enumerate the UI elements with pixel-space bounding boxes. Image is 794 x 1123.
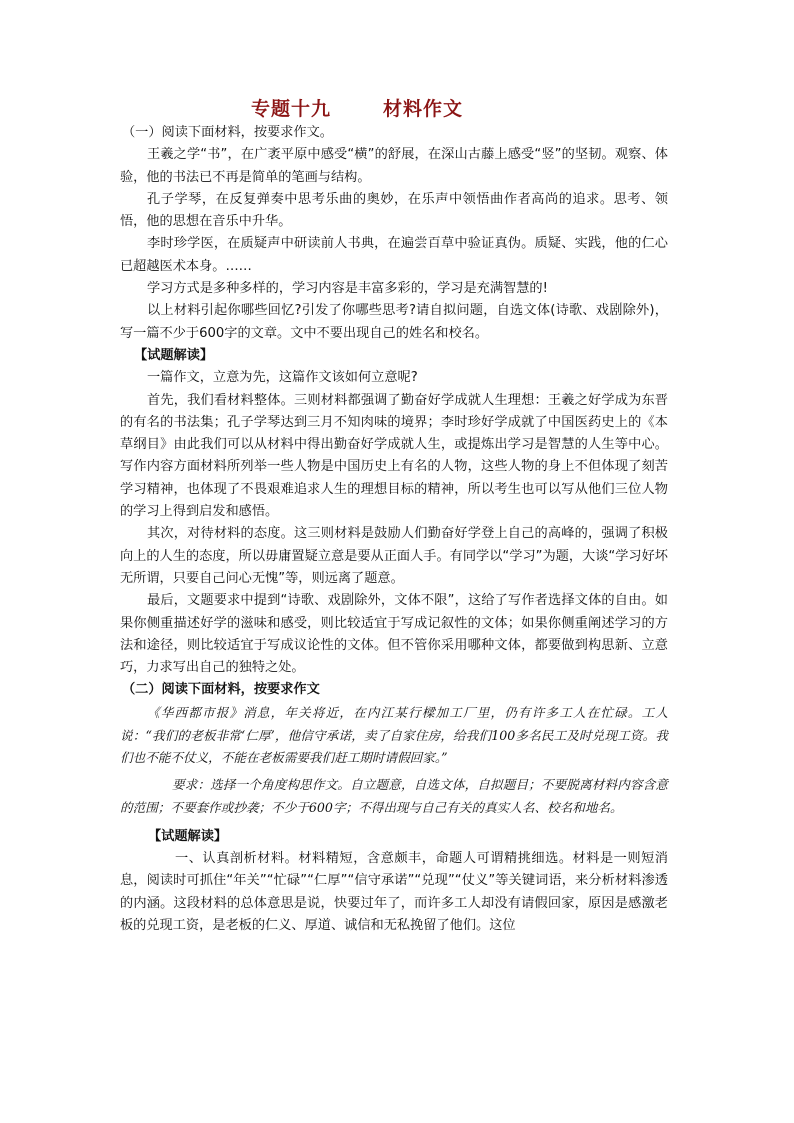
section2-analysis-paragraph: 一、认真剖析材料。材料精短，含意颇丰，命题人可谓精挑细选。材料是一则短消息，阅读时可抓住“年关”“忙碌”“仁厚”“信守承诺”“兑现”“仗义”等关键词语，来分析材料渗透的内涵。这段材料的总体意思是说，快要过年了，而许多工人却没有请假回家，原因是感激老板的兑现工资，是老板的仁义、厚道、诚信和无私挽留了他们。这位 xyxy=(120,851,668,933)
title-part-subject: 材料作文 xyxy=(383,98,464,120)
section1-analysis-paragraph: 首先，我们看材料整体。三则材料都强调了勤奋好学成就人生理想：王羲之好学成为东晋的有名的书法集；孔子学琴达到三月不知肉味的境界；李时珍好学成就了中国医药史上的《本草纲目》由此我们可以从材料中得出勤奋好学成就人生，或提炼出学习是智慧的人生等中心。写作内容方面材料所列举一些人物是中国历史上有名的人物，这些人物的身上不但体现了刻苦学习精神，也体现了不畏艰难追求人生的理想目标的精神，所以考生也可以写从他们三位人物的学习上得到启发和感悟。 xyxy=(120,392,668,520)
section2-material: 《华西都市报》消息，年关将近，在内江某行樑加工厂里，仍有许多工人在忙碌。工人说：“我们的老板非常‘仁厚’，他信守承诺，卖了自家住房，给我们100多名民工及时兑现工资。我们也不能不仗义，不能在老板需要我们赶工期时请假回家。” xyxy=(120,704,668,766)
page-title xyxy=(0,94,714,121)
section1-paragraph: 孔子学琴，在反复弹奏中思考乐曲的奥妙，在乐声中领悟曲作者高尚的追求。思考、领悟，他的思想在音乐中升华。 xyxy=(120,191,668,230)
section1-paragraph: 李时珍学医，在质疑声中研读前人书典，在遍尝百草中验证真伪。质疑、实践，他的仁心已超越医术本身。…… xyxy=(120,236,668,274)
document-body xyxy=(120,122,668,937)
section1-analysis-paragraph: 一篇作文，立意为先，这篇作文该如何立意呢? xyxy=(147,370,418,386)
section1-analysis-label: 【试题解读】 xyxy=(134,347,214,363)
section2-heading: （二）阅读下面材料，按要求作文 xyxy=(122,682,320,698)
title-part-topic: 专题十九 xyxy=(250,98,331,120)
section1-prompt: 以上材料引起你哪些回忆?引发了你哪些思考?请自拟问题，自选文体(诗歌、戏剧除外)，写一篇不少于600字的文章。文中不要出现自己的姓名和校名。 xyxy=(120,303,668,341)
section1-paragraph: 学习方式是多种多样的，学习内容是丰富多彩的，学习是充满智慧的! xyxy=(147,281,548,297)
section2-analysis-label: 【试题解读】 xyxy=(148,828,228,844)
section1-analysis-paragraph: 最后，文题要求中提到“诗歌、戏剧除外，文体不限”，这给了写作者选择文体的自由。如果你侧重描述好学的滋味和感受，则比较适宜于写成记叙性的文体；如果你侧重阐述学习的方法和途径，则比较适宜于写成议论性的文体。但不管你采用哪种文体，都要做到构思新、立意巧，力求写出自己的独特之处。 xyxy=(120,593,668,676)
section1-paragraph: 王羲之学“书”，在广袤平原中感受“横”的舒展，在深山古藤上感受“竖”的坚韧。观察、体验，他的书法已不再是简单的笔画与结构。 xyxy=(120,147,668,185)
section2-requirement: 要求：选择一个角度构思作文。自立题意，自选文体，自拟题目；不要脱离材料内容含意的范围；不要套作或抄袭；不少于600字；不得出现与自己有关的真实人名、校名和地名。 xyxy=(120,777,668,815)
section1-heading: （一）阅读下面材料，按要求作文。 xyxy=(122,125,333,140)
section1-analysis-paragraph: 其次，对待材料的态度。这三则材料是鼓励人们勤奋好学登上自己的高峰的，强调了积极向上的人生的态度，所以毋庸置疑立意是要从正面人手。有同学以“学习”为题，大谈“学习好坏无所谓，只要自己问心无愧”等，则远离了题意。 xyxy=(120,526,668,586)
